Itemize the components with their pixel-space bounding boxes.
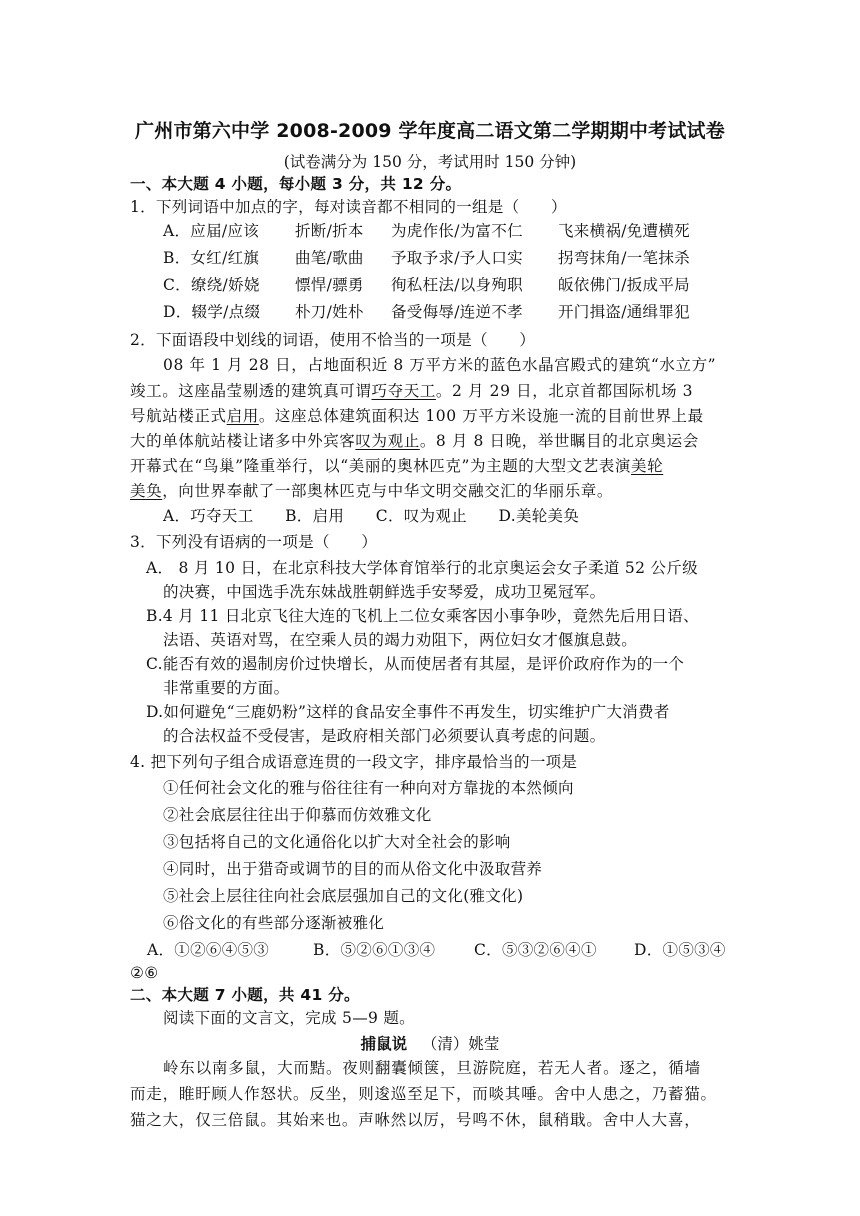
q2-underlined-term-1: 巧夺天工 bbox=[371, 382, 436, 400]
q1-option-a bbox=[163, 221, 690, 241]
q1-option-b bbox=[163, 248, 690, 268]
q4-option-c: C．⑤③②⑥④① bbox=[474, 941, 597, 959]
q2-text: 竣工。这座晶莹剔透的建筑真可谓 bbox=[130, 382, 372, 400]
q4-item-4: ④同时，出于猎奇或调节的目的而从俗文化中汲取营养 bbox=[163, 860, 543, 878]
q3-option-d-line-1: D.如何避免“三鹿奶粉”这样的食品安全事件不再发生，切实维护广大消费者 bbox=[146, 703, 670, 721]
q4-option-d: D．①⑤③④ bbox=[634, 941, 726, 959]
q3-option-c-line-2: 非常重要的方面。 bbox=[163, 679, 290, 697]
q3-option-b-line-1: B.4 月 11 日北京飞往大连的飞机上二位女乘客因小事争吵，竟然先后用日语、 bbox=[146, 607, 699, 625]
q1-d-4: 开门揖盗/通缉罪犯 bbox=[558, 303, 690, 321]
q2-options: A．巧夺天工 B．启用 C．叹为观止 D.美轮美奂 bbox=[163, 507, 580, 525]
reading-instruction: 阅读下面的文言文，完成 5—9 题。 bbox=[163, 1009, 415, 1027]
q2-underlined-term-2: 启用 bbox=[226, 407, 259, 425]
q3-option-a-line-1: A． 8 月 10 日，在北京科技大学体育馆举行的北京奥运会女子柔道 52 公斤级 bbox=[146, 559, 698, 577]
q2-text: 。8 月 8 日晚，举世瞩目的北京奥运会 bbox=[419, 432, 699, 450]
q4-stem: 4. 把下列句子组合成语意连贯的一段文字，排序最恰当的一项是 bbox=[130, 753, 578, 771]
q1-c-2: 慓悍/骠勇 bbox=[295, 276, 364, 294]
q1-a-4: 飞来横祸/免遭横死 bbox=[558, 222, 690, 240]
article-author: （清）姚莹 bbox=[421, 1035, 500, 1053]
q1-stem: 1．下列词语中加点的字，每对读音都不相同的一组是（ ） bbox=[130, 198, 567, 216]
q1-c-3: 徇私枉法/以身殉职 bbox=[391, 276, 523, 294]
q2-passage-line-2 bbox=[130, 381, 693, 401]
q2-text: 号航站楼正式 bbox=[130, 407, 227, 425]
q2-text: 开幕式在“鸟巢”隆重举行，以“美丽的奥林匹克”为主题的大型文艺表演 bbox=[130, 457, 631, 475]
q1-d-3: 备受侮辱/连逆不孝 bbox=[391, 303, 523, 321]
q2-passage-line-5 bbox=[130, 456, 663, 476]
q2-underlined-term-3: 叹为观止 bbox=[355, 432, 420, 450]
q1-c-1: C．缭绕/娇娆 bbox=[163, 276, 260, 294]
q4-option-a: A．①②⑥④⑤③ bbox=[147, 941, 270, 959]
q1-b-1: B．女红/红旗 bbox=[163, 249, 260, 267]
q3-option-c-line-1: C.能否有效的遏制房价过快增长，从而使居者有其屋，是评价政府作为的一个 bbox=[146, 655, 685, 673]
article-title: 捕鼠说 bbox=[360, 1035, 408, 1053]
article-line-2: 而走，睢盱顾人作怒状。反坐，则逡巡至足下，而啖其唾。舍中人患之，乃蓄猫。 bbox=[130, 1085, 717, 1103]
q1-option-d bbox=[163, 302, 690, 322]
q3-option-d-line-2: 的合法权益不受侵害，是政府相关部门必须要认真考虑的问题。 bbox=[163, 727, 606, 745]
exam-subtitle: (试卷满分为 150 分，考试用时 150 分钟) bbox=[283, 153, 577, 171]
q4-item-2: ②社会底层往往出于仰慕而仿效雅文化 bbox=[163, 806, 432, 824]
q2-passage-line-1: 08 年 1 月 28 日，占地面积近 8 万平方米的蓝色水晶宫殿式的建筑“水立方” bbox=[163, 356, 717, 374]
q2-text: 。这座总体建筑面积达 100 万平方米设施一流的目前世界上最 bbox=[258, 407, 704, 425]
q1-option-c bbox=[163, 275, 690, 295]
q1-a-1: A．应届/应该 bbox=[163, 222, 260, 240]
q4-option-b: B．⑤②⑥①③④ bbox=[313, 941, 436, 959]
q1-a-2: 折断/折本 bbox=[295, 222, 364, 240]
q4-item-3: ③包括将自己的文化通俗化以扩大对全社会的影响 bbox=[163, 833, 511, 851]
q2-passage-line-3 bbox=[130, 406, 704, 426]
q2-underlined-term-4b: 美奂 bbox=[130, 482, 163, 500]
q1-d-2: 朴刀/姓朴 bbox=[295, 303, 364, 321]
article-line-3: 猫之大，仅三倍鼠。其始来也。声咻然以厉，号鸣不休，鼠稍戢。舍中人大喜， bbox=[130, 1111, 701, 1129]
q2-passage-line-4 bbox=[130, 431, 699, 451]
q3-option-a-line-2: 的决赛，中国选手冼东妹战胜朝鲜选手安琴爱，成功卫冕冠军。 bbox=[163, 583, 606, 601]
q4-item-6: ⑥俗文化的有些部分逐渐被雅化 bbox=[163, 914, 385, 932]
q2-text: ，向世界奉献了一部奥林匹克与中华文明交融交汇的华丽乐章。 bbox=[162, 482, 614, 500]
q1-b-3: 予取予求/予人口实 bbox=[391, 249, 523, 267]
article-heading bbox=[0, 1032, 860, 1054]
exam-title: 广州市第六中学 2008-2009 学年度高二语文第二学期期中考试试卷 bbox=[135, 120, 725, 142]
q3-option-b-line-2: 法语、英语对骂，在空乘人员的竭力劝阻下，两位妇女才偃旗息鼓。 bbox=[163, 631, 638, 649]
q2-underlined-term-4a: 美轮 bbox=[631, 457, 664, 475]
q4-option-d-continued: ②⑥ bbox=[130, 964, 159, 982]
q1-c-4: 皈依佛门/扳成平局 bbox=[558, 276, 690, 294]
q2-passage-line-6 bbox=[130, 481, 613, 501]
q1-b-2: 曲笔/歌曲 bbox=[295, 249, 364, 267]
q1-b-4: 拐弯抹角/一笔抹杀 bbox=[558, 249, 690, 267]
section-1-heading: 一、本大题 4 小题，每小题 3 分，共 12 分。 bbox=[130, 175, 462, 193]
q4-item-1: ①任何社会文化的雅与俗往往有一种向对方靠拢的本然倾向 bbox=[163, 779, 574, 797]
q2-text: 大的单体航站楼让诸多中外宾客 bbox=[130, 432, 356, 450]
q4-item-5: ⑤社会上层往往向社会底层强加自己的文化(雅文化) bbox=[163, 887, 524, 905]
q2-text: 。2 月 29 日，北京首都国际机场 3 bbox=[435, 382, 694, 400]
section-2-heading: 二、本大题 7 小题，共 41 分。 bbox=[130, 986, 360, 1004]
q1-a-3: 为虎作伥/为富不仁 bbox=[391, 222, 523, 240]
q1-d-1: D．辍学/点缀 bbox=[163, 303, 261, 321]
q2-stem: 2．下面语段中划线的词语，使用不恰当的一项是（ ） bbox=[130, 331, 536, 349]
article-line-1: 岭东以南多鼠，大而黠。夜则翻囊倾箧，旦游院庭，若无人者。逐之，循墙 bbox=[163, 1059, 701, 1077]
q3-stem: 3．下列没有语病的一项是（ ） bbox=[130, 533, 378, 551]
